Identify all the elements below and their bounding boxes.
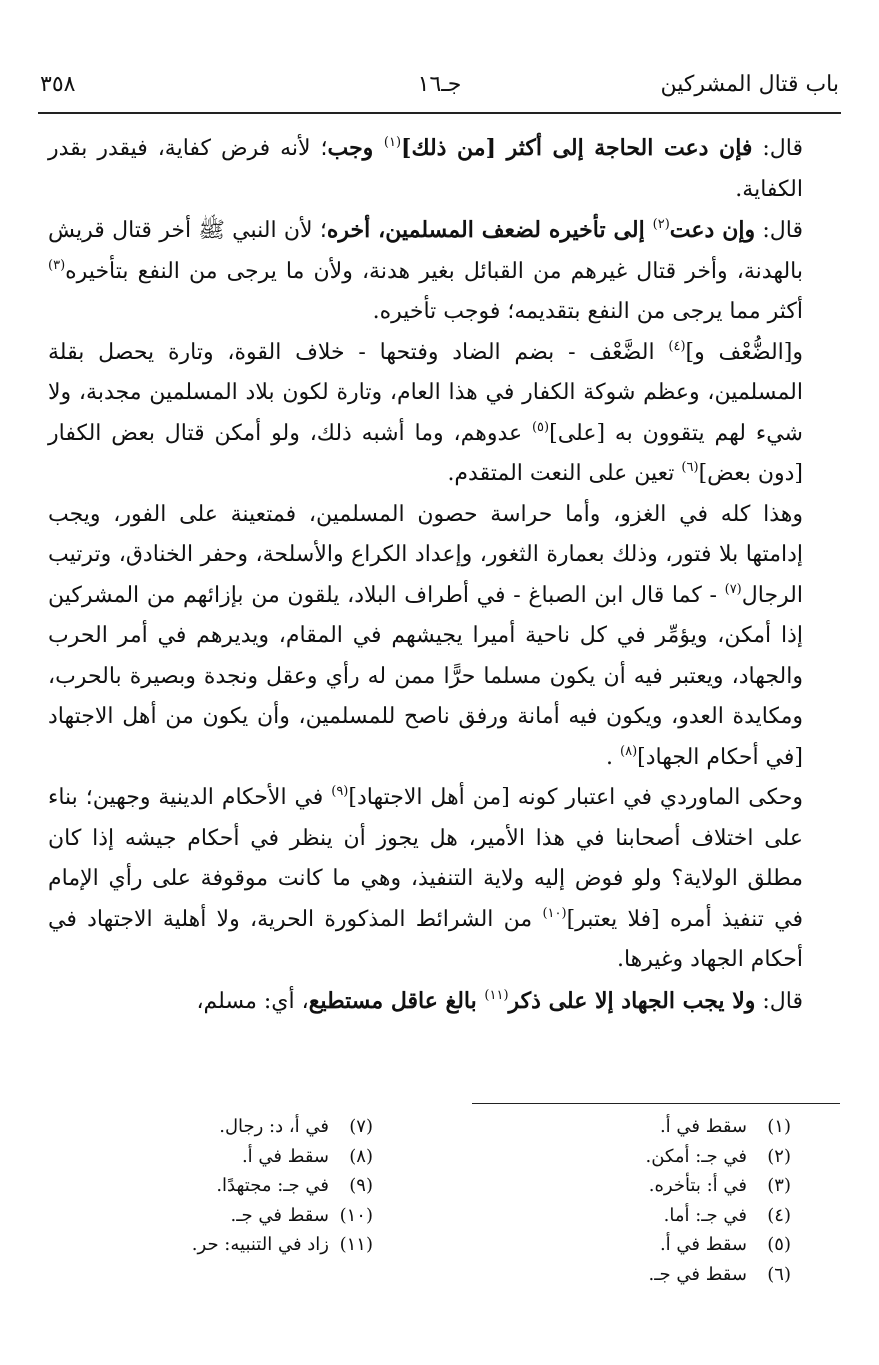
footnote-number: (١) xyxy=(767,1116,791,1137)
text-run: وهذا كله في الغزو، وأما حراسة حصون المسلمين، فمتعينة على الفور، ويجب إدامتها بلا فتور، وذلك بعمارة الثغور، وإعداد الكراع والأسلحة، وحفر الخنادق، وترتيب الرجال xyxy=(48,501,803,608)
footnote-text: سقط في أ. xyxy=(659,1116,747,1137)
footnote-number: (٨) xyxy=(349,1145,373,1167)
footnote-text: زاد في التنبيه: حر. xyxy=(191,1234,329,1256)
bold-text: وإن دعت xyxy=(669,217,756,243)
footnote-column-right xyxy=(461,1112,791,1290)
chapter-title: باب قتال المشركين xyxy=(660,72,839,97)
text-run: قال: xyxy=(752,136,803,161)
footnote-number: (١٠) xyxy=(339,1204,373,1226)
bold-text: فإن دعت الحاجة إلى أكثر [من ذلك] xyxy=(401,135,753,161)
footnote xyxy=(461,1171,791,1201)
footnote-text: سقط في أ. xyxy=(659,1234,747,1256)
footnote xyxy=(461,1260,791,1290)
footnote-number: (٦) xyxy=(767,1263,791,1285)
footnote xyxy=(461,1230,791,1260)
footnote-number: (٤) xyxy=(767,1204,791,1226)
bold-text: بالغ عاقل مستطيع xyxy=(308,987,485,1014)
footnote xyxy=(43,1230,373,1260)
footnote-number: (١١) xyxy=(339,1234,373,1256)
bold-text: ولا يجب الجهاد إلا على ذكر xyxy=(508,987,756,1014)
footnote-text: في جـ: أمكن. xyxy=(645,1145,747,1167)
footnote-ref: (٤) xyxy=(668,338,686,354)
footnote-text: في أ، د: رجال. xyxy=(219,1116,329,1137)
footnote xyxy=(461,1201,791,1231)
bold-text: وجب xyxy=(327,135,384,161)
text-run: عدوهم، وما أشبه ذلك، ولو أمكن قتال بعض الكفار [دون بعض] xyxy=(48,420,803,486)
text-run: من الشرائط المذكورة الحرية، ولا أهلية الاجتهاد في أحكام الجهاد وغيرها. xyxy=(48,906,803,972)
text-run: وحكى الماوردي في اعتبار كونه [من أهل الاجتهاد] xyxy=(348,785,803,810)
footnote-number: (٣) xyxy=(767,1175,791,1197)
footnote-ref: (١) xyxy=(383,135,402,150)
footnote-ref: (٩) xyxy=(331,784,349,799)
text-run: و[الضُّعْف و] xyxy=(685,339,803,365)
footnote-ref: (٦) xyxy=(681,460,699,475)
footnote xyxy=(43,1201,373,1231)
footnote-ref: (٧) xyxy=(724,581,742,597)
footnote xyxy=(43,1171,373,1201)
main-text xyxy=(48,128,831,1022)
text-run: قال: xyxy=(755,988,803,1014)
text-run: - كما قال ابن الصباغ - في أطراف البلاد، يلقون من بإزائهم من المشركين إذا أمكن، ويؤمِّر في كل ناحية أميرا يجيشهم في المقام، ويديرهم في أمر الحرب والجهاد، ويعتبر فيه أن يكون مسلما حرًّا ممن له رأي وعقل ونجدة وبصيرة بالحرب، ومكايدة العدو، ويكون فيه أمانة ورفق ناصح للمسلمين، وأن يكون من أهل الاجتهاد [في أحكام الجهاد] xyxy=(48,582,804,770)
text-run: أكثر مما يرجى من النفع بتقديمه؛ فوجب تأخيره. xyxy=(372,299,803,324)
text-run: في الأحكام الدينية وجهين؛ بناء على اختلاف أصحابنا في هذا الأمير، هل يجوز أن ينظر في أحكام جيشه إذا كان مطلق الولاية؟ ولو فوض إليه ولاية التنفيذ، وهي ما كانت موقوفة على رأي الإمام في تنفيذ أمره [فلا يعتبر] xyxy=(48,785,803,932)
footnote-text: في جـ: أما. xyxy=(663,1204,747,1226)
paragraph xyxy=(48,128,831,210)
paragraph xyxy=(48,981,831,1023)
volume-label: جـ١٦ xyxy=(417,72,462,97)
footnote-number: (٩) xyxy=(349,1175,373,1197)
footnote-number: (٥) xyxy=(767,1234,791,1256)
bold-text: إلى تأخيره لضعف المسلمين، أخره xyxy=(326,217,653,243)
footnote-ref: (٣) xyxy=(48,257,66,273)
header-rule xyxy=(38,112,841,114)
text-run: تعين على النعت المتقدم. xyxy=(447,461,682,486)
text-run: . xyxy=(606,744,620,770)
footnote-number: (٧) xyxy=(349,1116,373,1137)
text-run: ؛ لأن النبي ﷺ أخر قتال قريش بالهدنة، وأخر قتال غيرهم من القبائل بغير هدنة، ولأن ما يرجى من النفع بتأخيره xyxy=(48,218,803,284)
footnote xyxy=(43,1142,373,1172)
footnote-ref: (٥) xyxy=(531,419,550,435)
footnote-text: في جـ: مجتهدًا. xyxy=(216,1175,329,1197)
footnote-text: في أ: بتأخره. xyxy=(648,1175,747,1197)
paragraph xyxy=(48,778,831,981)
paragraph xyxy=(48,210,831,333)
text-run: الضَّعْف - بضم الضاد وفتحها - خلاف القوة، وتارة يحصل بقلة المسلمين، وعظم شوكة الكفار في هذا العام، وتارة لكون بلاد المسلمين مجدبة، ولا شيء لهم يتقوون به [على] xyxy=(48,339,803,446)
footnote xyxy=(461,1112,791,1142)
footnote-text: سقط في جـ. xyxy=(230,1204,329,1226)
footnote-column-left xyxy=(43,1112,373,1260)
text-run: ، أي: مسلم، xyxy=(196,988,309,1014)
footnote xyxy=(461,1142,791,1172)
page-number: ٣٥٨ xyxy=(40,72,76,97)
footnote-text: سقط في أ. xyxy=(241,1145,329,1167)
page-header xyxy=(40,66,839,106)
paragraph xyxy=(48,495,831,779)
footnote-ref: (١٠) xyxy=(542,905,567,921)
footnote-text: سقط في جـ. xyxy=(648,1263,747,1285)
footnote-ref: (٢) xyxy=(652,217,670,232)
footnote-rule xyxy=(472,1103,840,1104)
footnote xyxy=(43,1112,373,1142)
text-run: قال: xyxy=(755,218,804,243)
paragraph xyxy=(48,333,831,495)
footnote-ref: (٨) xyxy=(620,743,638,759)
text-run: ؛ لأنه فرض كفاية، فيقدر بقدر الكفاية. xyxy=(48,136,803,202)
footnote-number: (٢) xyxy=(767,1145,791,1167)
footnote-ref: (١١) xyxy=(484,987,509,1003)
